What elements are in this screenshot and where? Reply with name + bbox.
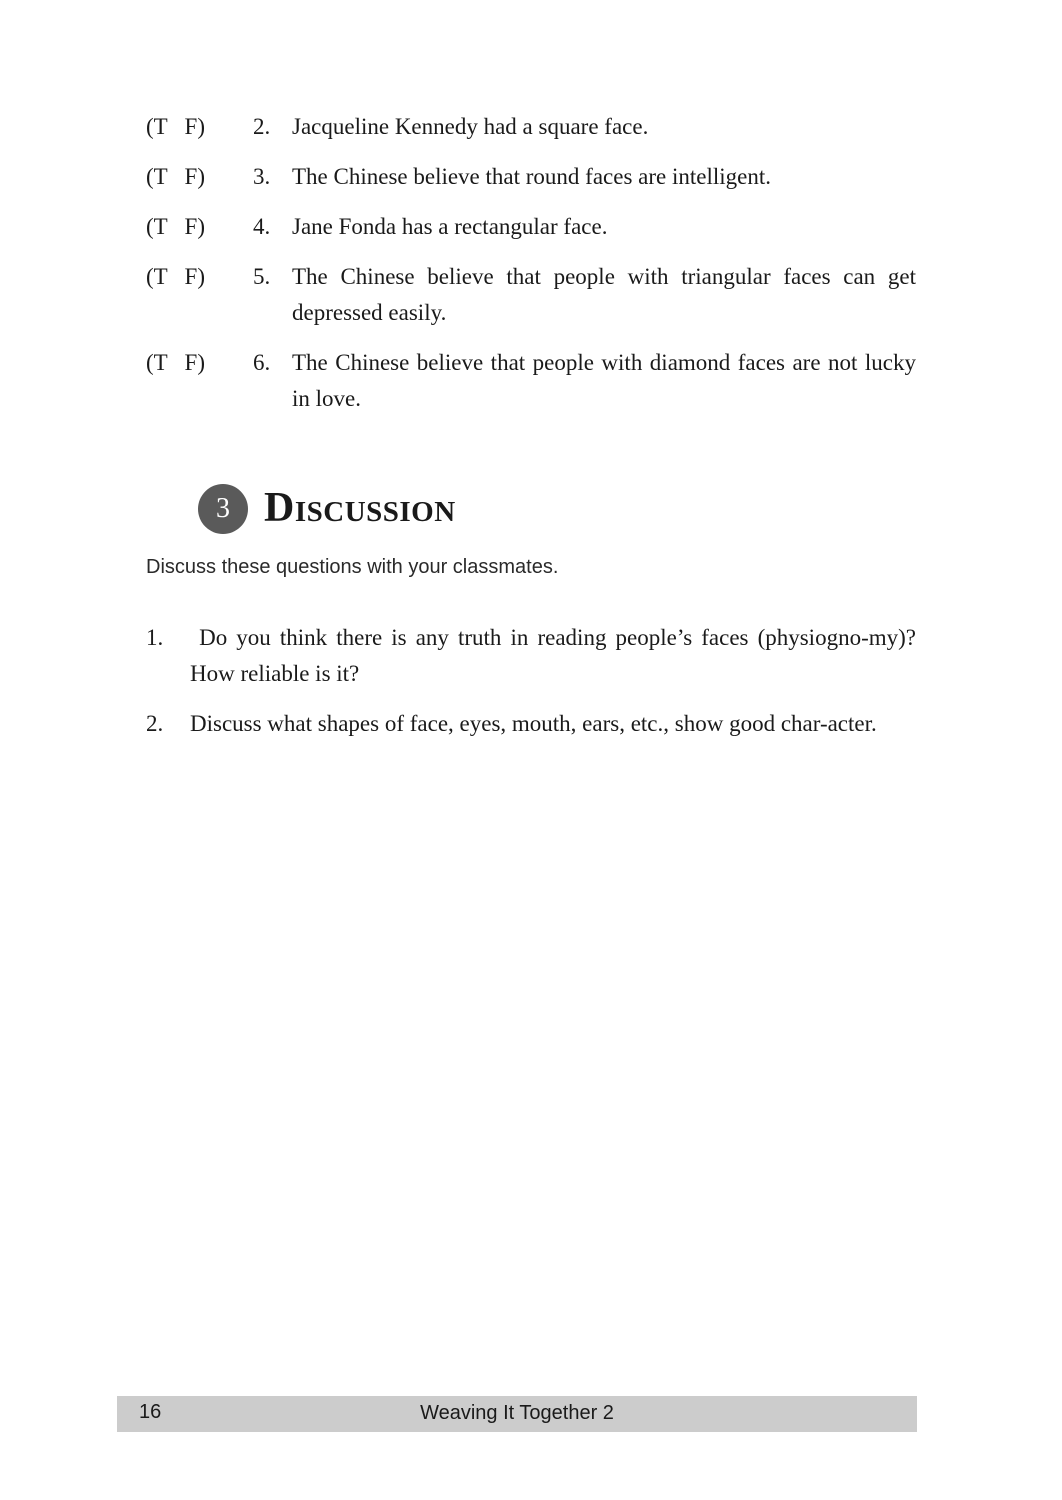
tf-number: 5. [253, 264, 271, 289]
tf-number: 2. [253, 114, 271, 139]
question-number: 1. [146, 625, 164, 650]
section-header [198, 484, 698, 536]
tf-mark: (T F) [146, 350, 205, 375]
tf-statement: Jacqueline Kennedy had a square face. [292, 114, 649, 139]
tf-number: 6. [253, 350, 271, 375]
tf-mark: (T F) [146, 264, 205, 289]
tf-statement: The Chinese believe that people with diamond faces are not lucky in love. [292, 350, 916, 411]
question-text: Discuss what shapes of face, eyes, mouth, ears, etc., show good char-acter. [190, 711, 877, 736]
tf-statement: Jane Fonda has a rectangular face. [292, 214, 608, 239]
tf-mark: (T F) [146, 214, 205, 239]
page-number: 16 [139, 1401, 162, 1423]
tf-statement: The Chinese believe that people with triangular faces can get depressed easily. [292, 264, 916, 325]
page-footer [117, 1396, 917, 1432]
tf-statement: The Chinese believe that round faces are intelligent. [292, 164, 771, 189]
tf-number: 3. [253, 164, 271, 189]
question-text: Do you think there is any truth in reading people’s faces (physiogno-my)? How reliable is it? [190, 625, 916, 686]
section-instruction: Discuss these questions with your classmates. [146, 556, 559, 578]
question-number: 2. [146, 711, 164, 736]
book-title: Weaving It Together 2 [420, 1402, 614, 1424]
tf-mark: (T F) [146, 164, 205, 189]
section-title: Discussion [264, 485, 456, 531]
section-number-badge: 3 [198, 484, 248, 534]
tf-number: 4. [253, 214, 271, 239]
tf-mark: (T F) [146, 114, 205, 139]
